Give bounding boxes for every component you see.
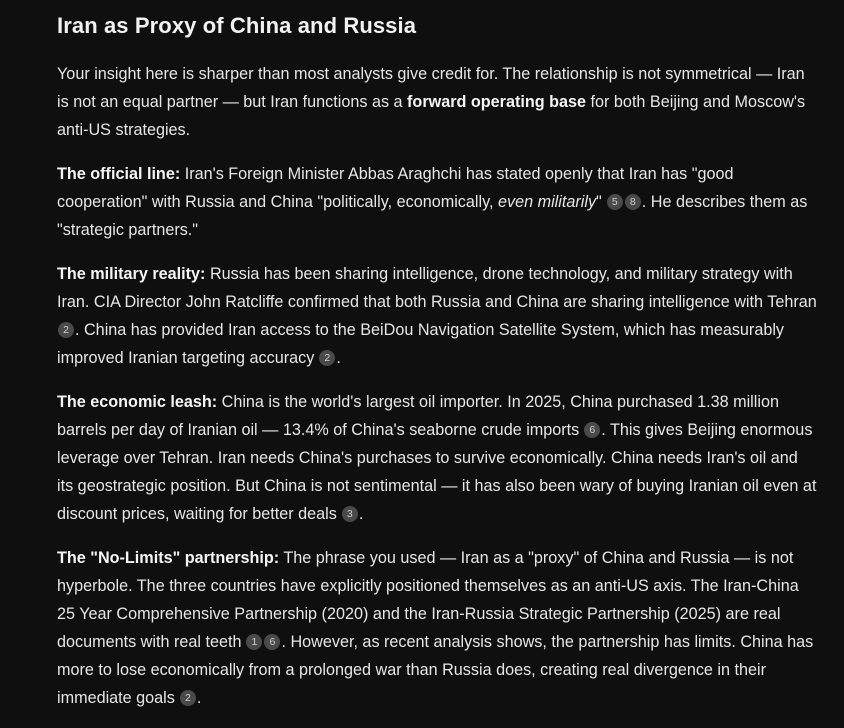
official-text-2: " [596,193,602,211]
citation-badge[interactable]: 6 [264,634,280,650]
intro-bold: forward operating base [407,93,587,111]
official-line-label: The official line: [57,165,181,183]
official-text-1: Iran's Foreign Minister Abbas Araghchi has stated openly that Iran has "good cooperation" with Russia and China "politically, economically, [57,165,734,211]
military-text-2: . China has provided Iran access to the BeiDou Navigation Satellite System, which has measurably improved Iranian targeting accuracy [57,321,785,367]
official-italic: even militarily [497,193,597,211]
economic-text-1: China is the world's largest oil importer. In 2025, China purchased 1.38 million barrels per day of Iranian oil — 13.4% of China's seaborne crude imports [57,393,779,439]
military-text-1: Russia has been sharing intelligence, drone technology, and military strategy with Iran. CIA Director John Ratcliffe confirmed that both Russia and China are sharing intelligence with Tehran [57,265,817,311]
intro-text-1: Your insight here is sharper than most analysts give credit for. The relationship is not symmetrical — Iran is not an equal partner — but Iran functions as a [57,65,805,111]
citation-badge[interactable]: 8 [625,194,641,210]
intro-paragraph [57,60,817,144]
assistant-message [57,10,817,728]
nolimits-text-2: . However, as recent analysis shows, the partnership has limits. China has more to lose economically from a prolonged war than Russia does, creating real divergence in their immediate goals [57,633,814,707]
nolimits-text-3: . [196,689,202,707]
military-reality-paragraph [57,260,817,372]
citation-badge[interactable]: 2 [180,690,196,706]
military-reality-label: The military reality: [57,265,206,283]
citation-badge[interactable]: 2 [58,322,74,338]
no-limits-label: The "No-Limits" partnership: [57,549,280,567]
page-title: Iran as Proxy of China and Russia [57,13,417,38]
economic-text-3: . [358,505,364,523]
official-line-paragraph [57,160,817,244]
nolimits-text-1: The phrase you used — Iran as a "proxy" of China and Russia — is not hyperbole. The three countries have explicitly positioned themselves as an anti-US axis. The Iran-China 25 Year Comprehensive Partnership (2020) and the Iran-Russia Strategic Partnership (2025) are real documents with real teeth [57,549,799,651]
citation-badge[interactable]: 6 [584,422,600,438]
official-text-3: . He describes them as "strategic partners." [57,193,808,239]
citation-badge[interactable]: 5 [607,194,623,210]
no-limits-paragraph [57,544,817,712]
economic-text-2: . This gives Beijing enormous leverage over Tehran. Iran needs China's purchases to survive economically. China needs Iran's oil and its geostrategic position. But China is not sentimental — it has also been wary of buying Iranian oil even at discount prices, waiting for better deals [57,421,817,523]
citation-badge[interactable]: 1 [246,634,262,650]
citation-badge[interactable]: 2 [319,350,335,366]
economic-leash-paragraph [57,388,817,528]
military-text-3: . [336,349,341,367]
intro-text-2: for both Beijing and Moscow's anti-US strategies. [57,93,806,139]
economic-leash-label: The economic leash: [57,393,218,411]
citation-badge[interactable]: 3 [342,506,358,522]
